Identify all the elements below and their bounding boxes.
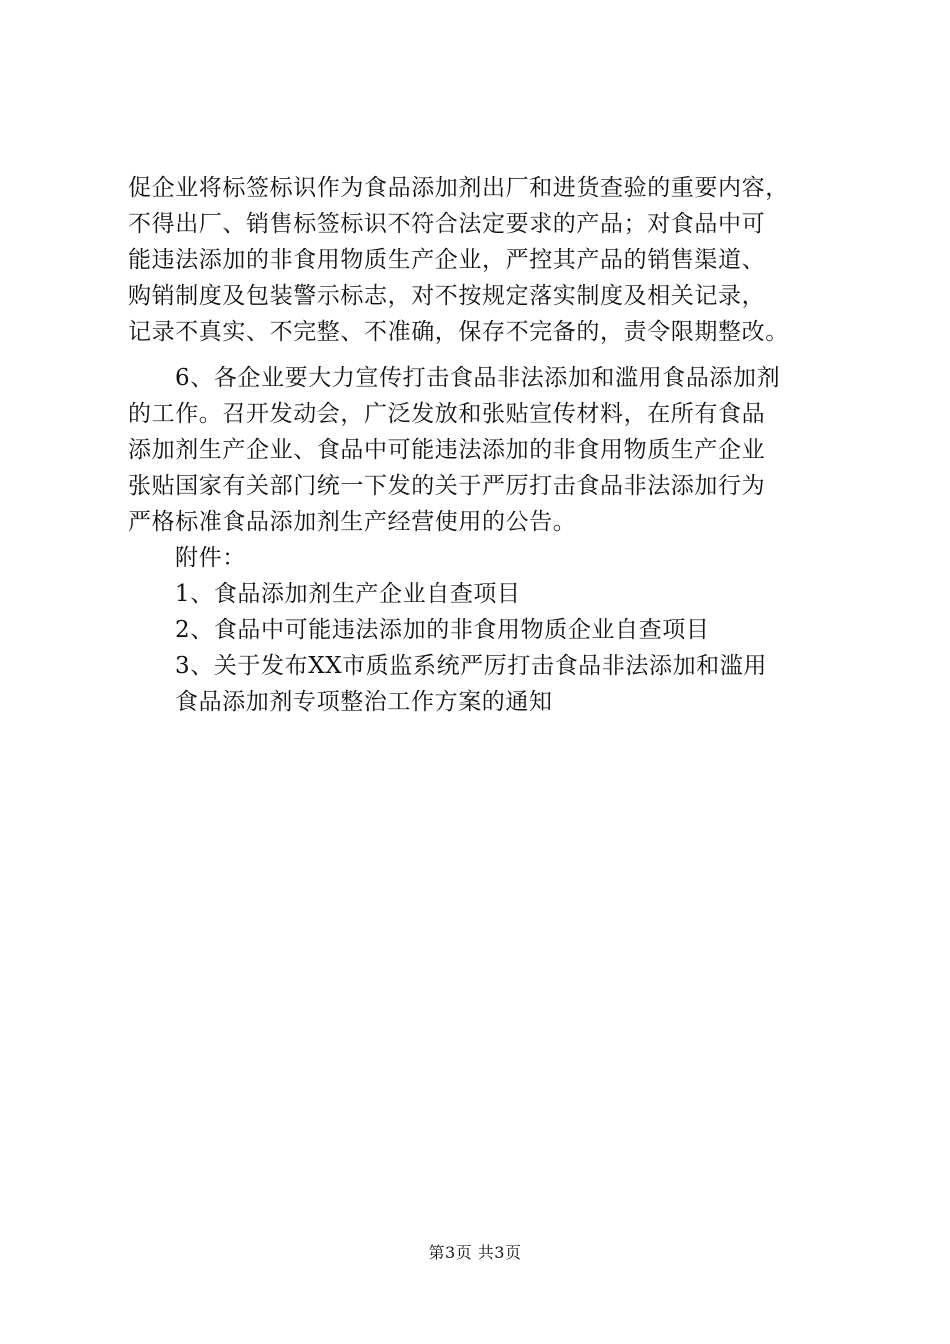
paragraph-1-line-1: 促企业将标签标识作为食品添加剂出厂和进货查验的重要内容， [128, 175, 789, 201]
attachment-item-3: 3、关于发布XX市质监系统严厉打击食品非法添加和滥用 [175, 653, 767, 679]
paragraph-2-line-2: 的工作。召开发动会，广泛发放和张贴宣传材料，在所有食品 [128, 401, 766, 427]
paragraph-2-line-5: 严格标准食品添加剂生产经营使用的公告。 [128, 509, 577, 535]
paragraph-2-line-3: 添加剂生产企业、食品中可能违法添加的非食用物质生产企业 [128, 437, 766, 463]
paragraph-2-line-1: 6、各企业要大力宣传打击食品非法添加和滥用食品添加剂 [175, 365, 781, 391]
paragraph-1-line-4: 购销制度及包装警示标志，对不按规定落实制度及相关记录， [128, 283, 766, 309]
attachments-label: 附件： [175, 545, 246, 571]
paragraph-1-line-3: 能违法添加的非食用物质生产企业，严控其产品的销售渠道、 [128, 247, 766, 273]
paragraph-1-line-2: 不得出厂、销售标签标识不符合法定要求的产品；对食品中可 [128, 211, 766, 237]
attachment-item-3-continued: 食品添加剂专项整治工作方案的通知 [175, 689, 553, 715]
attachment-item-2: 2、食品中可能违法添加的非食用物质企业自查项目 [175, 617, 710, 643]
attachment-item-1: 1、食品添加剂生产企业自查项目 [175, 581, 521, 607]
paragraph-1-line-5: 记录不真实、不完整、不准确，保存不完备的，责令限期整改。 [128, 319, 789, 345]
page-footer: 第3页 共3页 [428, 1243, 522, 1262]
paragraph-2-line-4: 张贴国家有关部门统一下发的关于严厉打击食品非法添加行为 [128, 473, 766, 499]
